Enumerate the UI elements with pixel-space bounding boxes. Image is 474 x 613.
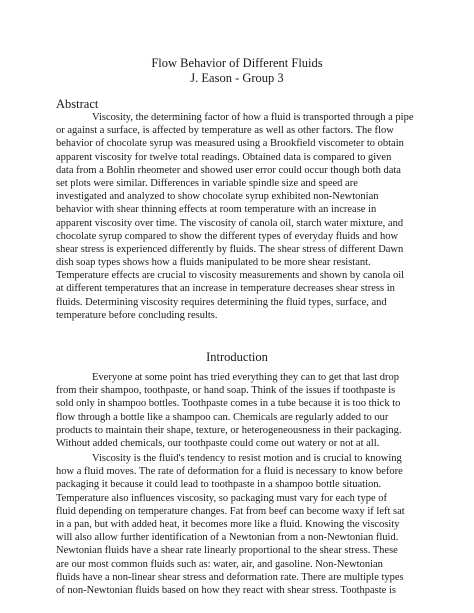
text-line: dish soap types shows how a fluids manipulated to be more shear resistant. (56, 257, 371, 269)
text-line: Everyone at some point has tried everything they can to get that last drop (92, 372, 400, 383)
text-line: flow through a bottle like a shampoo can. Chemicals are regularly added to our (56, 411, 389, 423)
abstract-paragraph (56, 111, 418, 322)
text-line: Temperature also influences viscosity, so packaging must vary for each type of (56, 492, 387, 504)
abstract-heading: Abstract (56, 97, 99, 111)
text-line: packaging it because it could lead to toothpaste in a shampoo bottle situation. (56, 479, 382, 491)
text-line: behavior with shear thinning effects at room temperature with an increase in (56, 204, 377, 216)
text-line: are our most common fluids such as: water, air, and gasoline. Non-Newtonian (56, 558, 383, 570)
text-line: from their shampoo, toothpaste, or hand soap. Think of the issues if toothpaste is (56, 385, 396, 397)
author-line: J. Eason - Group 3 (190, 71, 284, 85)
text-line: fluids have a non-linear shear stress and deformation rate. There are multiple types (56, 571, 404, 583)
text-line: how a fluid moves. The rate of deformation for a fluid is necessary to know before (56, 466, 403, 478)
text-line: of non-Newtonian fluids based on how they react with shear stress. Toothpaste is (56, 584, 396, 596)
introduction-paragraph-2 (56, 452, 418, 597)
text-line: apparent viscosity over time. The viscosity of canola oil, starch water mixture, and (56, 217, 404, 229)
text-line: at different temperatures that an increase in temperature decreases shear stress in (56, 283, 395, 295)
text-line: sold only in shampoo bottles. Toothpaste comes in a tube because it is too thick to (56, 398, 401, 410)
text-line: fluid depending on temperature changes. Fat from beef can become waxy if left sat (56, 505, 405, 517)
text-line: apparent viscosity for twelve total readings. Obtained data is compared to given (56, 151, 392, 163)
text-line: products to maintain their shape, texture, or heterogeneousness in their packaging. (56, 424, 402, 436)
text-line: set plots were similar. Differences in variable spindle size and speed are (56, 177, 358, 189)
text-line: chocolate syrup compared to show the different types of everyday fluids and how (56, 230, 399, 242)
text-line: investigated and analyzed to show chocolate syrup exhibited non-Newtonian (56, 191, 379, 203)
text-line: will also allow further identification of a Newtonian from a non-Newtonian fluid. (56, 532, 399, 544)
text-line: in a pan, but with added heat, it becomes more like a fluid. Knowing the viscosity (56, 518, 400, 530)
text-line: temperature before concluding results. (56, 309, 218, 321)
text-line: Viscosity, the determining factor of how a fluid is transported through a pipe (92, 112, 414, 123)
text-line: Newtonian fluids have a shear rate linearly proportional to the shear stress. These (56, 545, 398, 557)
introduction-paragraph-1 (56, 371, 418, 450)
introduction-heading: Introduction (206, 350, 268, 364)
text-line: or against a surface, is affected by temperature as well as other factors. The flow (56, 125, 394, 137)
text-line: Viscosity is the fluid's tendency to resist motion and is crucial to knowing (92, 453, 402, 464)
text-line: behavior of chocolate syrup was measured using a Brookfield viscometer to obtain (56, 138, 404, 150)
text-line: Without added chemicals, our toothpaste could come out watery or not at all. (56, 437, 380, 449)
paper-title: Flow Behavior of Different Fluids (151, 56, 323, 70)
text-line: Temperature effects are crucial to viscosity measurements and shown by canola oil (56, 270, 405, 282)
text-line: data from a Bohlin rheometer and showed user error could occur though both data (56, 164, 401, 176)
text-line: fluids. Determining viscosity requires determining the fluid types, surface, and (56, 296, 387, 308)
text-line: shear stress is experienced differently by fluids. The shear stress of different Dawn (56, 243, 404, 255)
